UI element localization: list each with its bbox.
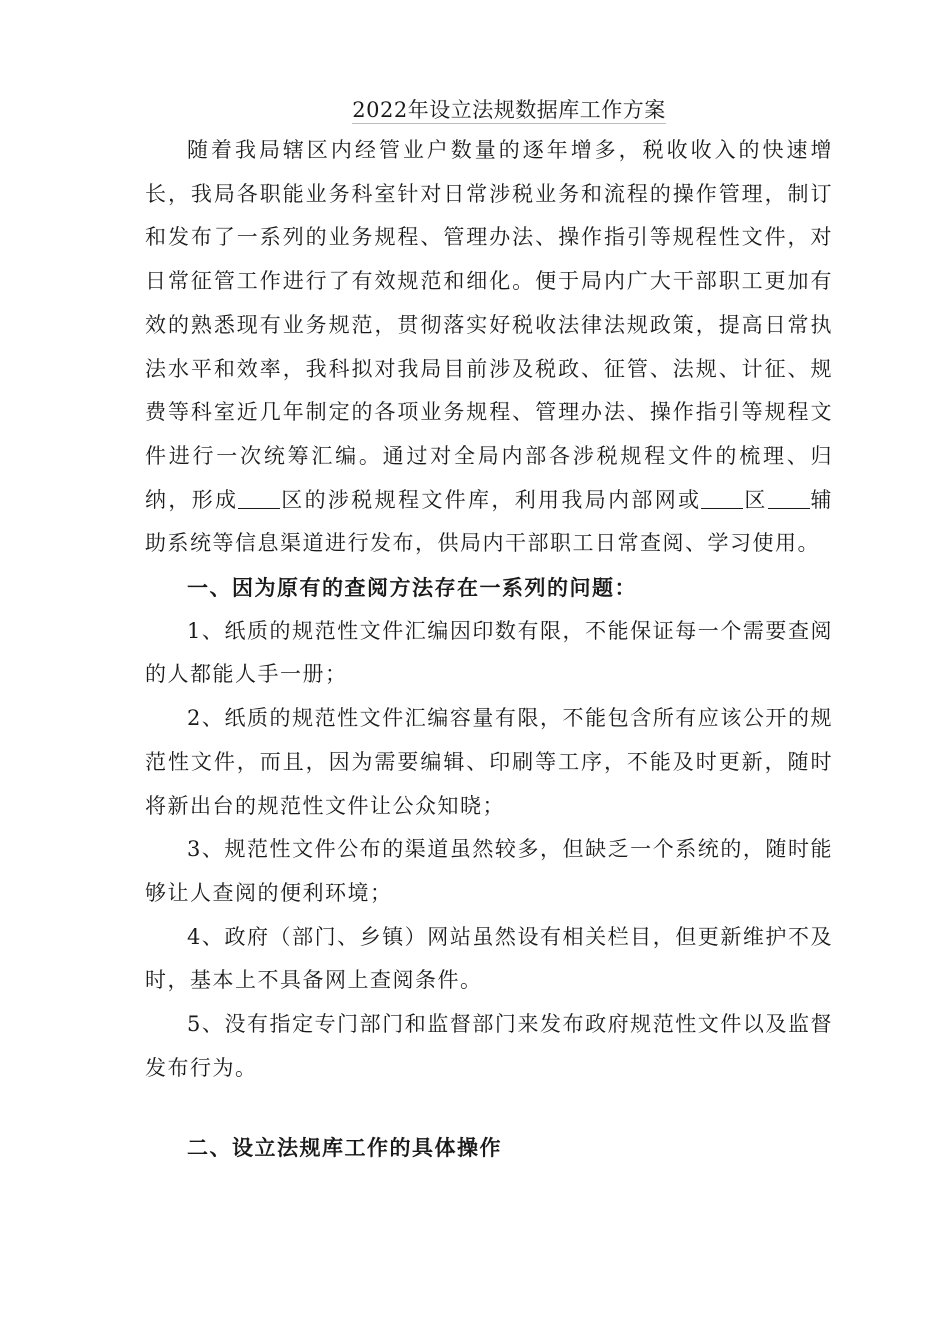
blank-underline [701, 487, 743, 509]
list-item: 2、纸质的规范性文件汇编容量有限，不能包含所有应该公开的规范性文件，而且，因为需要编辑、印刷等工序，不能及时更新，随时将新出台的规范性文件让公众知晓； [145, 706, 833, 818]
blank-underline [768, 487, 810, 509]
intro-paragraph: 随着我局辖区内经管业户数量的逐年增多，税收收入的快速增长，我局各职能业务科室针对日常涉税业务和流程的操作管理，制订和发布了一系列的业务规程、管理办法、操作指引等规程性文件，对日常征管工作进行了有效规范和细化。便于局内广大干部职工更加有效的熟悉现有业务规范，贯彻落实好税收法律法规政策，提高日常执法水平和效率，我科拟对我局目前涉及税政、征管、法规、计征、规费等科室近几年制定的各项业务规程、管理办法、操作指引等规程文件进行一次统筹汇编。通过对全局内部各涉税规程文件的梳理、归纳，形成 区的涉税规程文件库，利用我局内部网或 区 辅助系统等信息渠道进行发布，供局内干部职工日常查阅、学习使用。 [145, 138, 834, 556]
document-page [145, 95, 833, 1170]
section-1-heading: 一、因为原有的查阅方法存在一系列的问题： [187, 575, 637, 601]
list-item: 4、政府（部门、乡镇）网站虽然设有相关栏目，但更新维护不及时，基本上不具备网上查阅条件。 [145, 924, 833, 993]
blank-underline [238, 487, 280, 509]
list-item: 3、规范性文件公布的渠道虽然较多，但缺乏一个系统的，随时能够让人查阅的便利环境； [145, 837, 833, 905]
list-item: 5、没有指定专门部门和监督部门来发布政府规范性文件以及监督发布行为。 [145, 1012, 833, 1080]
document-title: 2022年设立法规数据库工作方案 [352, 98, 666, 122]
section-2-heading: 二、设立法规库工作的具体操作 [187, 1135, 502, 1161]
list-item: 1、纸质的规范性文件汇编因印数有限，不能保证每一个需要查阅的人都能人手一册； [145, 618, 833, 687]
